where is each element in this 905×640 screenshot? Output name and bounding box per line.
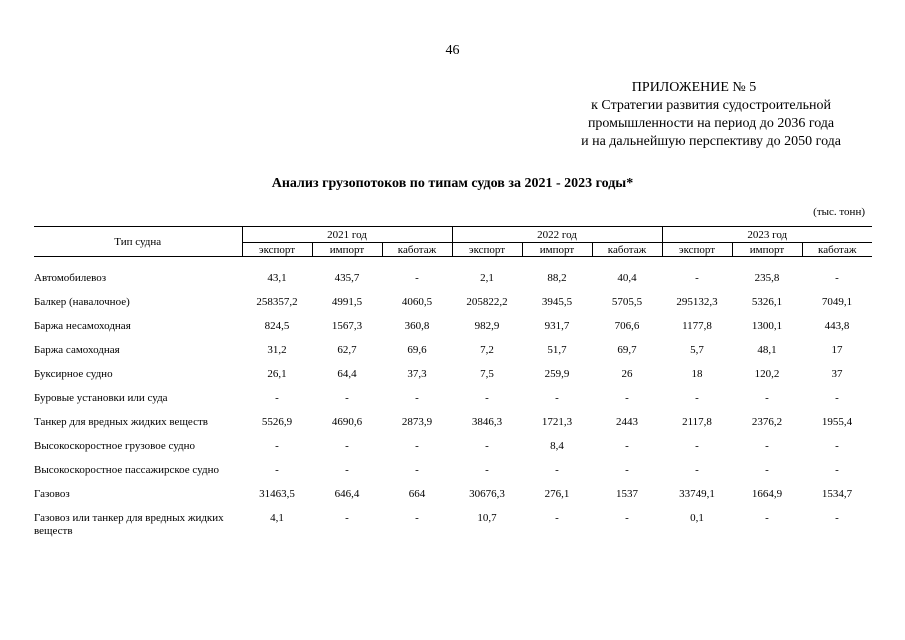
value-cell: 824,5 [264, 320, 290, 332]
value-cell: 2873,9 [401, 416, 433, 428]
ship-type-cell: Баржа самоходная [34, 344, 120, 356]
table-row [34, 461, 872, 485]
value-cell: - [765, 464, 769, 476]
value-cell: 205822,2 [466, 296, 508, 308]
value-cell: - [345, 392, 349, 404]
value-cell: 3846,3 [471, 416, 503, 428]
ship-type-cell: Высокоскоростное пассажирское судно [34, 464, 219, 476]
value-cell: - [485, 392, 489, 404]
value-cell: 1534,7 [821, 488, 853, 500]
value-cell: 7,2 [480, 344, 494, 356]
header-cabotage: каботаж [382, 243, 452, 257]
value-cell: - [765, 392, 769, 404]
header-export: экспорт [452, 243, 522, 257]
value-cell: 2376,2 [751, 416, 783, 428]
value-cell: 43,1 [267, 272, 287, 284]
value-cell: - [625, 464, 629, 476]
value-cell: - [275, 440, 279, 452]
cargo-flow-table [34, 226, 872, 546]
value-cell: - [625, 392, 629, 404]
value-cell: 4690,6 [331, 416, 363, 428]
value-cell: - [415, 272, 419, 284]
value-cell: - [345, 512, 349, 524]
value-cell: 2443 [616, 416, 638, 428]
value-cell: - [835, 464, 839, 476]
value-cell: - [765, 440, 769, 452]
value-cell: 62,7 [337, 344, 357, 356]
value-cell: 26 [621, 368, 633, 380]
value-cell: 88,2 [547, 272, 567, 284]
appendix-line-2: промышленности на период до 2036 года [587, 116, 835, 131]
value-cell: 7,5 [480, 368, 494, 380]
units-label: (тыс. тонн) [813, 206, 865, 218]
value-cell: 435,7 [334, 272, 360, 284]
value-cell: 1721,3 [541, 416, 573, 428]
header-years-row [34, 227, 872, 243]
value-cell: - [485, 464, 489, 476]
value-cell: - [695, 272, 699, 284]
value-cell: - [415, 512, 419, 524]
table-row [34, 269, 872, 293]
ship-type-cell: Баржа несамоходная [34, 320, 131, 332]
value-cell: 235,8 [754, 272, 780, 284]
value-cell: - [415, 392, 419, 404]
value-cell: - [695, 464, 699, 476]
value-cell: - [695, 440, 699, 452]
table-row [34, 293, 872, 317]
value-cell: 1567,3 [331, 320, 363, 332]
ship-type-cell: Высокоскоростное грузовое судно [34, 440, 196, 452]
value-cell: 37 [831, 368, 843, 380]
value-cell: 69,6 [407, 344, 427, 356]
value-cell: 2117,8 [682, 416, 712, 428]
value-cell: 4060,5 [401, 296, 433, 308]
ship-type-cell: Буксирное судно [34, 368, 113, 380]
value-cell: 1177,8 [682, 320, 712, 332]
table-row [34, 389, 872, 413]
value-cell: - [275, 392, 279, 404]
page-number: 46 [445, 43, 460, 58]
value-cell: - [835, 512, 839, 524]
value-cell: 5,7 [690, 344, 704, 356]
value-cell: 276,1 [544, 488, 570, 500]
value-cell: 31463,5 [259, 488, 295, 500]
header-cabotage: каботаж [802, 243, 872, 257]
value-cell: 4991,5 [331, 296, 363, 308]
value-cell: 30676,3 [469, 488, 505, 500]
value-cell: 120,2 [754, 368, 780, 380]
value-cell: - [415, 440, 419, 452]
value-cell: 982,9 [474, 320, 500, 332]
ship-type-cell: Танкер для вредных жидких веществ [34, 416, 208, 428]
ship-type-cell: Газовоз или танкер для вредных жидких веществ [34, 512, 224, 537]
header-import: импорт [522, 243, 592, 257]
value-cell: 5326,1 [751, 296, 783, 308]
document-title: Анализ грузопотоков по типам судов за 2021 - 2023 годы* [271, 176, 634, 191]
value-cell: 295132,3 [676, 296, 718, 308]
value-cell: 17 [831, 344, 843, 356]
value-cell: 360,8 [404, 320, 430, 332]
table-row [34, 509, 872, 546]
value-cell: - [275, 464, 279, 476]
header-year-2021: 2021 год [242, 227, 452, 243]
value-cell: 1955,4 [821, 416, 853, 428]
table-row [34, 437, 872, 461]
value-cell: 18 [691, 368, 703, 380]
header-import: импорт [312, 243, 382, 257]
appendix-title: ПРИЛОЖЕНИЕ № 5 [631, 80, 757, 95]
header-year-2022: 2022 год [452, 227, 662, 243]
value-cell: 1300,1 [751, 320, 783, 332]
value-cell: 931,7 [544, 320, 570, 332]
ship-type-cell: Газовоз [34, 488, 70, 500]
value-cell: 37,3 [407, 368, 427, 380]
table-row [34, 341, 872, 365]
value-cell: - [835, 272, 839, 284]
value-cell: 664 [408, 488, 426, 500]
header-ship-type: Тип судна [34, 227, 242, 257]
value-cell: 706,6 [614, 320, 640, 332]
value-cell: 2,1 [480, 272, 494, 284]
header-cabotage: каботаж [592, 243, 662, 257]
header-export: экспорт [242, 243, 312, 257]
value-cell: 443,8 [824, 320, 850, 332]
value-cell: - [625, 440, 629, 452]
value-cell: 1537 [616, 488, 638, 500]
ship-type-cell: Балкер (навалочное) [34, 296, 130, 308]
value-cell: 5526,9 [261, 416, 293, 428]
value-cell: 40,4 [617, 272, 637, 284]
value-cell: - [835, 440, 839, 452]
value-cell: 69,7 [617, 344, 637, 356]
value-cell: 10,7 [477, 512, 497, 524]
value-cell: - [835, 392, 839, 404]
ship-type-cell: Автомобилевоз [34, 272, 107, 284]
ship-type-cell: Буровые установки или суда [34, 392, 168, 404]
value-cell: 7049,1 [821, 296, 853, 308]
value-cell: - [625, 512, 629, 524]
value-cell: - [555, 392, 559, 404]
header-import: импорт [732, 243, 802, 257]
value-cell: 646,4 [334, 488, 360, 500]
value-cell: 31,2 [267, 344, 287, 356]
value-cell: 4,1 [270, 512, 284, 524]
value-cell: - [345, 464, 349, 476]
value-cell: - [765, 512, 769, 524]
value-cell: 26,1 [267, 368, 287, 380]
value-cell: - [415, 464, 419, 476]
value-cell: - [345, 440, 349, 452]
table-row [34, 365, 872, 389]
value-cell: 8,4 [550, 440, 564, 452]
table-row [34, 317, 872, 341]
value-cell: 258357,2 [256, 296, 298, 308]
value-cell: - [695, 392, 699, 404]
table-row [34, 413, 872, 437]
appendix-line-1: к Стратегии развития судостроительной [591, 98, 831, 113]
header-year-2023: 2023 год [662, 227, 872, 243]
header-export: экспорт [662, 243, 732, 257]
appendix-block [581, 79, 841, 151]
value-cell: - [555, 464, 559, 476]
value-cell: 1664,9 [751, 488, 783, 500]
value-cell: 64,4 [337, 368, 357, 380]
value-cell: 259,9 [544, 368, 570, 380]
value-cell: 0,1 [690, 512, 704, 524]
value-cell: - [555, 512, 559, 524]
value-cell: 51,7 [547, 344, 567, 356]
value-cell: 48,1 [757, 344, 777, 356]
value-cell: 3945,5 [541, 296, 573, 308]
appendix-line-3: и на дальнейшую перспективу до 2050 года [581, 134, 841, 149]
value-cell: - [485, 440, 489, 452]
value-cell: 5705,5 [611, 296, 643, 308]
table-row [34, 485, 872, 509]
value-cell: 33749,1 [679, 488, 715, 500]
